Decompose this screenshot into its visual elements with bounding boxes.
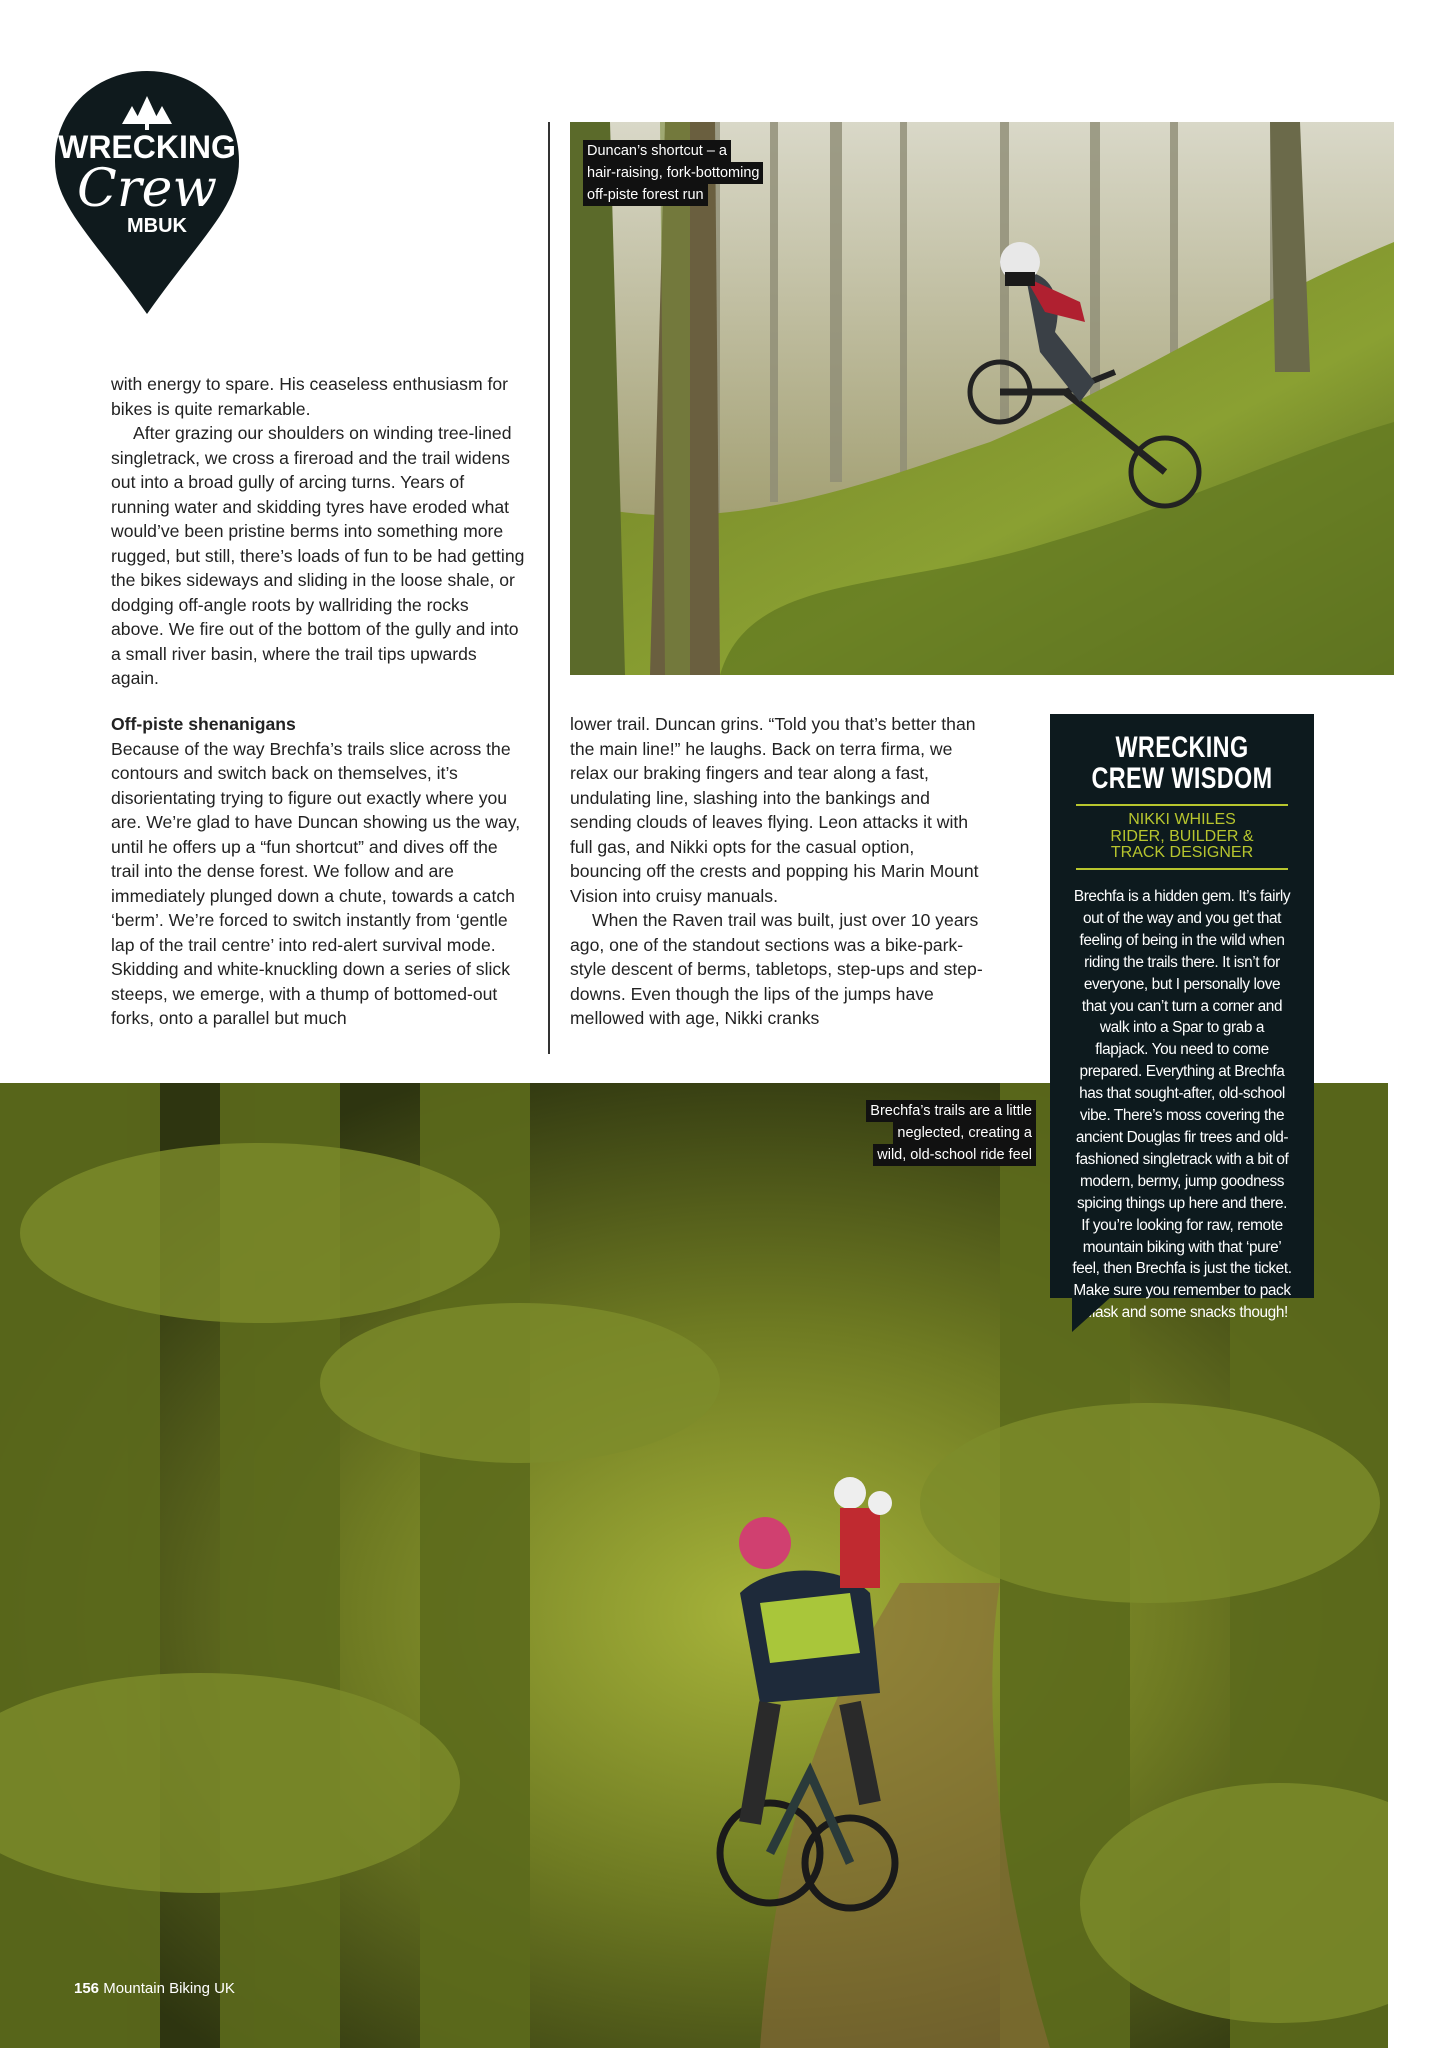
divider-line: [1076, 868, 1288, 870]
wisdom-byline: [1050, 812, 1314, 862]
caption-line: off-piste forest run: [583, 184, 708, 206]
byline-role: RIDER, BUILDER &: [1110, 827, 1254, 845]
logo-mbuk: MBUK: [127, 215, 187, 237]
wisdom-box: [1050, 714, 1314, 1322]
byline-name: NIKKI WHILES: [1128, 811, 1236, 828]
wrecking-crew-logo: [52, 66, 242, 316]
wisdom-title: [1079, 732, 1285, 794]
caption-line: neglected, creating a: [893, 1122, 1036, 1144]
wisdom-quote: Brechfa is a hidden gem. It’s fairly out of the way and you get that feeling of being in the wild when riding the trails there. It isn’t for everyone, but I personally love that you can’t turn a corner and walk into a Spar to grab a flapjack. You need to come prepared. Everything at Brechfa has that sought-after, old-school vibe. There’s moss covering the ancient Douglas fir trees and old-fashioned singletrack with a bit of modern, bermy, jump goodness spicing things up here and there. If you’re looking for raw, remote mountain biking with that ‘pure’ feel, then Brechfa is just the ticket. Make sure you remember to pack a flask and some snacks though!: [1072, 888, 1292, 1322]
paragraph: After grazing our shoulders on winding tree-lined singletrack, we cross a fireroad and the trail widens out into a broad gully of arcing turns. Years of running water and skidding tyres have eroded what would’ve been pristine berms into something more rugged, but still, there’s loads of fun to be had getting the bikes sideways and sliding in the loose shale, or dodging off-angle roots by wallriding the rocks above. We fire out of the bottom of the gully and into a small river basin, where the trail tips upwards again.: [111, 423, 525, 688]
wisdom-title-line: WRECKING: [1115, 731, 1249, 764]
publication-name: Mountain Biking UK: [103, 1980, 235, 1997]
article-column-2: [570, 712, 990, 1031]
paragraph: Because of the way Brechfa’s trails slice across the contours and switch back on themselves, it’s disorientating trying to figure out exactly where you are. We’re glad to have Duncan showing us the way, until he offers up a “fun shortcut” and dives off the trail into the dense forest. We follow and are immediately plunged down a chute, towards a catch ‘berm’. We’re forced to switch instantly from ‘gentle lap of the trail centre’ into red-alert survival mode. Skidding and white-knuckling down a series of slick steeps, we emerge, with a thump of bottomed-out forks, onto a parallel but much: [111, 738, 521, 1028]
paragraph: with energy to spare. His ceaseless enthusiasm for bikes is quite remarkable.: [111, 374, 509, 419]
photo-caption-top: [583, 140, 813, 206]
caption-line: wild, old-school ride feel: [873, 1144, 1036, 1166]
paragraph: lower trail. Duncan grins. “Told you that’s better than the main line!” he laughs. Back on terra firma, we relax our braking fingers and tear along a fast, undulating line, slashing into the bankings and sending clouds of leaves flying. Leon attacks it with full gas, and Nikki opts for the casual option, bouncing off the crests and popping his Marin Mount Vision into cruisy manuals.: [570, 714, 979, 906]
page-number: 156: [74, 1980, 100, 1997]
subheading: Off-piste shenanigans: [111, 714, 296, 734]
caption-line: Duncan’s shortcut – a: [583, 140, 731, 162]
logo-wrecking: WRECKING: [58, 129, 236, 165]
photo-caption-bottom: [830, 1100, 1036, 1166]
column-divider: [548, 122, 550, 1054]
page-folio: [74, 1980, 235, 1997]
paragraph: When the Raven trail was built, just over 10 years ago, one of the standout sections was a bike-park-style descent of berms, tabletops, step-ups and step-downs. Even though the lips of the jumps have mellowed with age, Nikki cranks: [570, 910, 983, 1028]
logo-crew: Crew: [77, 159, 217, 219]
caption-line: Brechfa’s trails are a little: [866, 1100, 1036, 1122]
byline-role: TRACK DESIGNER: [1110, 844, 1254, 861]
divider-line: [1076, 804, 1288, 806]
article-column-1-bottom: [111, 712, 526, 1031]
caption-line: hair-raising, fork-bottoming: [583, 162, 763, 184]
article-column-1-top: [111, 372, 526, 691]
speech-tail: [1072, 1296, 1112, 1332]
wisdom-title-line: CREW WISDOM: [1091, 762, 1273, 795]
